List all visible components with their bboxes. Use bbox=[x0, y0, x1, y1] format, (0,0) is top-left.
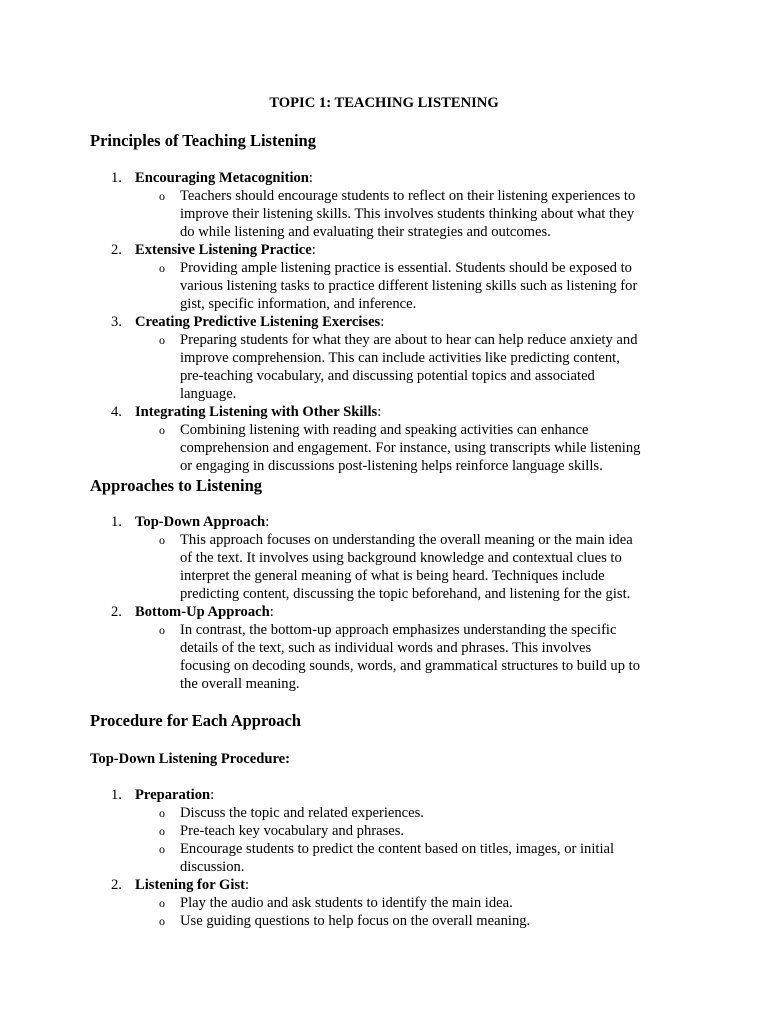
list-item bbox=[90, 513, 690, 603]
item-title: Creating Predictive Listening Exercises bbox=[135, 314, 381, 330]
sub-list bbox=[135, 421, 690, 475]
point-text: Use guiding questions to help focus on the overall meaning. bbox=[180, 913, 531, 929]
point-text: Play the audio and ask students to identify the main idea. bbox=[180, 895, 513, 911]
point-text: Preparing students for what they are about to hear can help reduce anxiety and improve comprehension. This can include activities like predicting content, pre-teaching vocabulary, and discussing potential topics and associated language. bbox=[180, 332, 638, 402]
item-colon: : bbox=[377, 404, 382, 420]
list-item bbox=[90, 313, 690, 403]
sub-list-item bbox=[135, 840, 690, 876]
item-number: 4. bbox=[111, 404, 122, 420]
sub-list-item bbox=[135, 421, 690, 475]
sub-list-item bbox=[135, 531, 690, 603]
item-number: 2. bbox=[111, 877, 122, 893]
bullet-icon: o bbox=[159, 896, 165, 910]
item-title: Bottom-Up Approach bbox=[135, 604, 270, 620]
section-heading-principles: Principles of Teaching Listening bbox=[90, 131, 316, 150]
item-number: 1. bbox=[111, 787, 122, 803]
bullet-icon: o bbox=[159, 333, 165, 347]
approaches-list bbox=[90, 513, 690, 693]
item-colon: : bbox=[210, 787, 215, 803]
sub-list bbox=[135, 621, 690, 693]
item-title: Encouraging Metacognition bbox=[135, 170, 309, 186]
point-text: Encourage students to predict the content based on titles, images, or initial discussion. bbox=[180, 841, 615, 875]
sub-list-item bbox=[135, 894, 690, 912]
bullet-icon: o bbox=[159, 423, 165, 437]
item-title: Preparation bbox=[135, 787, 211, 803]
item-colon: : bbox=[311, 242, 316, 258]
sub-list bbox=[135, 259, 690, 313]
point-text: In contrast, the bottom-up approach emphasizes understanding the specific details of the text, such as individual words and phrases. This involves focusing on decoding sounds, words, and grammatical structures to build up to the overall meaning. bbox=[180, 622, 641, 692]
document-title: TOPIC 1: TEACHING LISTENING bbox=[269, 95, 499, 111]
item-colon: : bbox=[269, 604, 274, 620]
sub-list bbox=[135, 531, 690, 603]
bullet-icon: o bbox=[159, 806, 165, 820]
sub-list-item bbox=[135, 187, 690, 241]
item-colon: : bbox=[245, 877, 250, 893]
item-number: 1. bbox=[111, 514, 122, 530]
bullet-icon: o bbox=[159, 533, 165, 547]
point-text: Providing ample listening practice is essential. Students should be exposed to various listening tasks to practice different listening skills such as listening for gist, specific information, and inference. bbox=[180, 260, 638, 312]
bullet-icon: o bbox=[159, 824, 165, 838]
section-heading-procedure: Procedure for Each Approach bbox=[90, 711, 301, 730]
item-title: Integrating Listening with Other Skills bbox=[135, 404, 378, 420]
item-title: Top-Down Approach bbox=[135, 514, 266, 530]
item-number: 3. bbox=[111, 314, 122, 330]
section-heading-approaches: Approaches to Listening bbox=[90, 476, 263, 495]
point-text: Discuss the topic and related experiences. bbox=[180, 805, 424, 821]
sub-list-item bbox=[135, 822, 690, 840]
list-item bbox=[90, 603, 690, 693]
bullet-icon: o bbox=[159, 842, 165, 856]
sub-list bbox=[135, 894, 690, 930]
sub-list bbox=[135, 804, 690, 876]
point-text: This approach focuses on understanding the overall meaning or the main idea of the text. It involves using background knowledge and contextual clues to interpret the general meaning of what is being heard. Techniques include predicting content, discussing the topic beforehand, and listening for the gist. bbox=[180, 532, 633, 602]
sub-list-item bbox=[135, 912, 690, 930]
procedure-subheading: Top-Down Listening Procedure: bbox=[90, 751, 291, 767]
item-number: 1. bbox=[111, 170, 122, 186]
list-item bbox=[90, 876, 690, 930]
sub-list bbox=[135, 187, 690, 241]
item-title: Extensive Listening Practice bbox=[135, 242, 312, 258]
list-item bbox=[90, 241, 690, 313]
item-number: 2. bbox=[111, 242, 122, 258]
bullet-icon: o bbox=[159, 914, 165, 928]
sub-list bbox=[135, 331, 690, 403]
point-text: Combining listening with reading and speaking activities can enhance comprehension and engagement. For instance, using transcripts while listening or engaging in discussions post-listening helps reinforce language skills. bbox=[180, 422, 641, 474]
sub-list-item bbox=[135, 804, 690, 822]
point-text: Pre-teach key vocabulary and phrases. bbox=[180, 823, 405, 839]
sub-list-item bbox=[135, 259, 690, 313]
list-item bbox=[90, 786, 690, 876]
item-title: Listening for Gist bbox=[135, 877, 246, 893]
sub-list-item bbox=[135, 331, 690, 403]
bullet-icon: o bbox=[159, 623, 165, 637]
sub-list-item bbox=[135, 621, 690, 693]
list-item bbox=[90, 169, 690, 241]
point-text: Teachers should encourage students to reflect on their listening experiences to improve their listening skills. This involves students thinking about what they do while listening and evaluating their strategies and outcomes. bbox=[180, 188, 636, 240]
list-item bbox=[90, 403, 690, 475]
item-colon: : bbox=[265, 514, 270, 530]
principles-list bbox=[90, 169, 690, 475]
procedure-list bbox=[90, 786, 690, 930]
item-colon: : bbox=[308, 170, 313, 186]
bullet-icon: o bbox=[159, 261, 165, 275]
bullet-icon: o bbox=[159, 189, 165, 203]
item-colon: : bbox=[380, 314, 385, 330]
item-number: 2. bbox=[111, 604, 122, 620]
